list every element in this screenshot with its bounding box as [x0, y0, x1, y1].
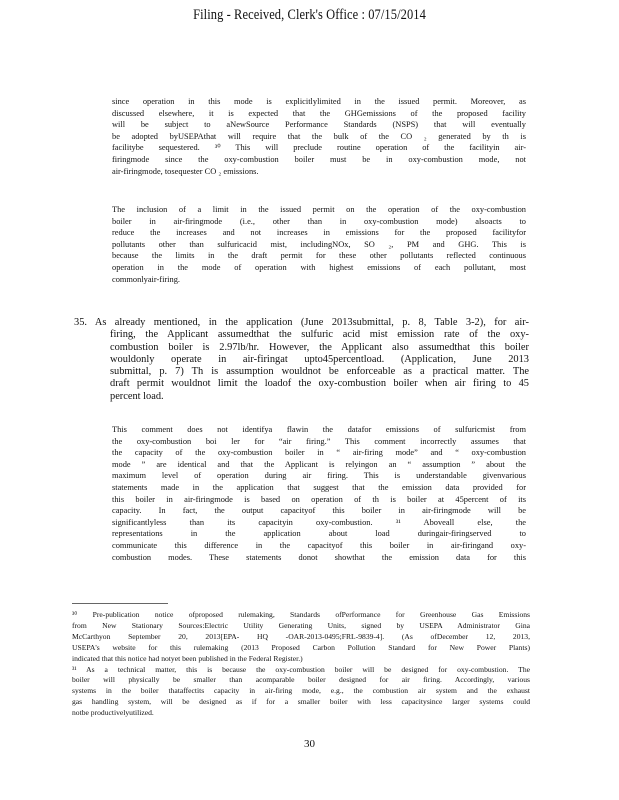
text-line: air-firingmode, tosequester CO ₂ emissions.	[112, 166, 259, 176]
text-line: firingmode since the oxy-combustion boiler must be in oxy-combustion mode, not	[112, 154, 526, 164]
text-line: percent load.	[110, 390, 164, 402]
text-line: be adopted byUSEPAthat will require that the bulk of the CO ₂ generated by th is	[112, 131, 526, 141]
text-line: facilitybe sequestered. ³⁰ This will preclude routine operation of the facilityin air-	[112, 143, 526, 153]
text-line: capacity. In fact, the output capacityof this boiler in air-firingmode will be	[112, 506, 526, 516]
text-line: The inclusion of a limit in the issued permit on the operation of the oxy-combustion	[112, 205, 526, 214]
text-line: firing, the Applicant assumedthat the sulfuric acid mist emission rate of the oxy-	[110, 329, 529, 341]
text-line: This comment does not identifya flawin the datafor emissions of sulfuricmist from	[112, 425, 526, 434]
footnote-line: from New Stationary Sources:Electric Utility Generating Units, signed by USEPA Administrator Gina	[72, 620, 530, 630]
filing-header: Filing - Received, Clerk's Office : 07/15/2014	[193, 7, 426, 23]
footnotes	[72, 610, 530, 719]
page-number: 30	[304, 738, 315, 750]
response-paragraph-1	[112, 96, 526, 177]
text-line: submittal, p. 7) Th is assumption wouldnot be enforceable as a practical matter. The	[110, 366, 529, 378]
text-line: wouldonly operate in air-firingat upto45percentload. (Application, June 2013	[110, 353, 529, 365]
text-line: operation in the mode of operation with highest emissions of each pollutant, most	[112, 262, 526, 272]
text-line: statements made in the application that suggest that the emission data provided for	[112, 482, 526, 492]
text-line: pollutants other than sulfuricacid mist, includingNOx, SO ₂, PM and GHG. This is	[112, 239, 526, 249]
text-line: commonlyair-firing.	[112, 274, 180, 284]
footnote-separator	[72, 603, 168, 604]
text-line: reduce the increases and not increases in emissions for the proposed facilityfor	[112, 228, 526, 238]
footnote-line: ³⁰ Pre-publication notice ofproposed rulemaking, Standards ofPerformance for Greenhouse Gas Emissions	[72, 610, 530, 619]
text-line: representations in the application about load duringair-firingserved to	[112, 529, 526, 539]
footnote-line: gas handling system, will be designed as if for a smaller boiler with less capacitysince larger systems could	[72, 697, 530, 707]
text-line: communicate this difference in the capacityof this boiler in air-firingand oxy-	[112, 540, 526, 550]
footnote-line: USEPA's website for this rulemaking (2013 Proposed Carbon Pollution Standard for New Power Plants)	[72, 642, 530, 652]
text-line: mode ” are identical and that the Applicant is relyingon an “ assumption ” about the	[112, 459, 526, 469]
response-paragraph-2	[112, 204, 526, 285]
text-line: combustion modes. These statements donot showthat the emission data for this	[112, 552, 526, 562]
text-line: combustion boiler is 2.97lb/hr. However, the Applicant also assumedthat this boiler	[110, 341, 529, 353]
text-line: the oxy-combustion boi ler for “air firing.” This comment incorrectly assumes that	[112, 436, 526, 446]
text-line: maximum level of operation during air firing. This is understandable givenvarious	[112, 471, 526, 481]
text-line: the capacity of the oxy-combustion boiler in “ air-firing mode” and “ oxy-combustion	[112, 448, 526, 458]
comment-paragraph-35	[74, 317, 529, 403]
text-line: boiler in air-firingmode (i.e., other than in oxy-combustion mode) alsoacts to	[112, 216, 526, 226]
text-line: 35. As already mentioned, in the application (June 2013submittal, p. 8, Table 3-2), for air-	[74, 317, 529, 328]
footnote-line: McCarthyon September 20, 2013[EPA- HQ -OAR-2013-0495;FRL-9839-4]. (As ofDecember 12, 2013,	[72, 631, 530, 641]
footnote-line: ³¹ As a technical matter, this is because the oxy-combustion boiler will be designed for oxy-combustion. The	[72, 664, 530, 674]
text-line: since operation in this mode is explicitlylimited in the issued permit. Moreover, as	[112, 97, 526, 106]
text-line: discussed elsewhere, it is expected that the GHGemissions of the proposed facility	[112, 108, 526, 118]
text-line: because the limits in the draft permit for these other pollutants reflected continuous	[112, 251, 526, 261]
footnote-line: indicated that this notice had notyet been published in the Federal Register.)	[72, 653, 303, 663]
text-line: significantlyless than its capacityin oxy-combustion. ³¹ Aboveall else, the	[112, 517, 526, 527]
footnote-line: boiler will physically be smaller than acomparable boiler designed for air firing. Accordingly, various	[72, 675, 530, 685]
text-line: will be subject to aNewSource Performance Standards (NSPS) that will eventually	[112, 120, 526, 130]
response-paragraph-3	[112, 424, 526, 563]
footnote-line: notbe productivelyutilized.	[72, 708, 154, 718]
footnote-line: systems in the boiler thataffectits capacity in air-firing mode, e.g., the combustion air system and the exhaust	[72, 686, 530, 696]
text-line: this boiler in air-firingmode is based on operation of th is boiler at 45percent of its	[112, 494, 526, 504]
text-line: draft permit wouldnot limit the loadof the oxy-combustion boiler when air firing to 45	[110, 378, 529, 390]
